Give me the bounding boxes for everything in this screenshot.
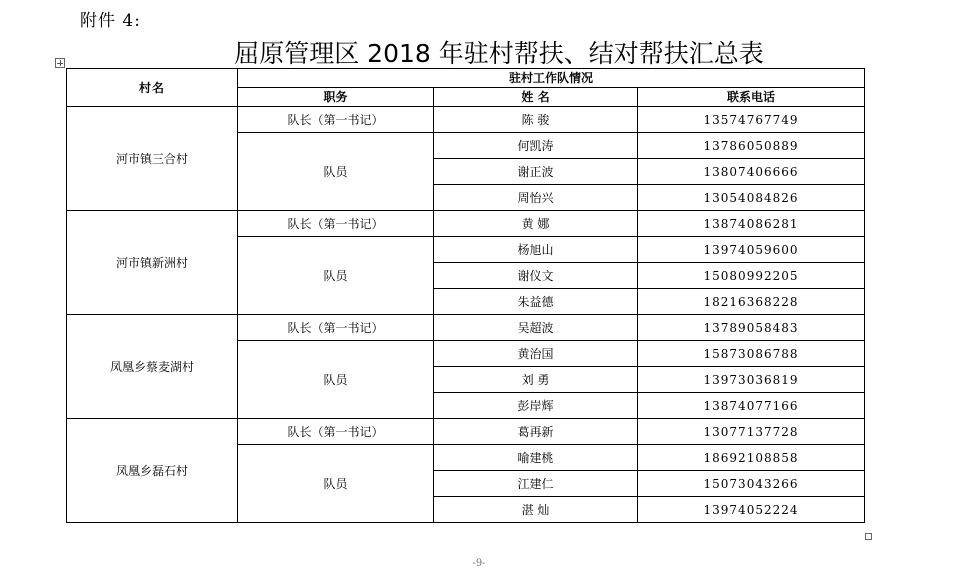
member-title-cell: 队员 (238, 133, 434, 211)
phone-cell: 18216368228 (638, 289, 865, 315)
leader-title-cell: 队长（第一书记） (238, 211, 434, 237)
village-cell: 河市镇新洲村 (67, 211, 238, 315)
phone-cell: 18692108858 (638, 445, 865, 471)
name-cell: 陈 骏 (434, 107, 638, 133)
phone-cell: 13874077166 (638, 393, 865, 419)
name-cell: 何凯涛 (434, 133, 638, 159)
leader-title-cell: 队长（第一书记） (238, 107, 434, 133)
phone-cell: 13789058483 (638, 315, 865, 341)
position-header: 职务 (238, 88, 434, 107)
name-cell: 彭岸辉 (434, 393, 638, 419)
name-cell: 江建仁 (434, 471, 638, 497)
village-cell: 凤凰乡磊石村 (67, 419, 238, 523)
name-cell: 葛再新 (434, 419, 638, 445)
name-header: 姓 名 (434, 88, 638, 107)
table-row (67, 107, 865, 133)
document-title: 屈原管理区 2018 年驻村帮扶、结对帮扶汇总表 (234, 39, 764, 68)
name-cell: 杨旭山 (434, 237, 638, 263)
name-cell: 周怡兴 (434, 185, 638, 211)
attachment-label: 附件 4: (80, 11, 141, 31)
name-cell: 谢正波 (434, 159, 638, 185)
header-row-1 (67, 69, 865, 88)
table-row (67, 419, 865, 445)
phone-cell: 13786050889 (638, 133, 865, 159)
name-cell: 湛 灿 (434, 497, 638, 523)
table-row (67, 315, 865, 341)
summary-table (66, 68, 865, 523)
member-title-cell: 队员 (238, 445, 434, 523)
table-row (67, 211, 865, 237)
village-cell: 凤凰乡蔡麦湖村 (67, 315, 238, 419)
leader-title-cell: 队长（第一书记） (238, 315, 434, 341)
village-header: 村名 (67, 69, 238, 107)
name-cell: 喻建桃 (434, 445, 638, 471)
phone-cell: 13973036819 (638, 367, 865, 393)
phone-cell: 15073043266 (638, 471, 865, 497)
name-cell: 黄治国 (434, 341, 638, 367)
phone-cell: 13574767749 (638, 107, 865, 133)
name-cell: 朱益德 (434, 289, 638, 315)
village-cell: 河市镇三合村 (67, 107, 238, 211)
phone-cell: 13807406666 (638, 159, 865, 185)
name-cell: 刘 勇 (434, 367, 638, 393)
phone-cell: 13974052224 (638, 497, 865, 523)
page-number: -9- (472, 558, 486, 569)
member-title-cell: 队员 (238, 237, 434, 315)
phone-cell: 15873086788 (638, 341, 865, 367)
phone-header: 联系电话 (638, 88, 865, 107)
phone-cell: 13054084826 (638, 185, 865, 211)
phone-cell: 13077137728 (638, 419, 865, 445)
name-cell: 谢仪文 (434, 263, 638, 289)
name-cell: 吴超波 (434, 315, 638, 341)
phone-cell: 13874086281 (638, 211, 865, 237)
table-move-handle-icon[interactable] (55, 58, 65, 68)
phone-cell: 13974059600 (638, 237, 865, 263)
member-title-cell: 队员 (238, 341, 434, 419)
name-cell: 黄 娜 (434, 211, 638, 237)
team-header: 驻村工作队情况 (238, 69, 865, 88)
phone-cell: 15080992205 (638, 263, 865, 289)
table-resize-handle-icon[interactable] (865, 533, 872, 540)
leader-title-cell: 队长（第一书记） (238, 419, 434, 445)
